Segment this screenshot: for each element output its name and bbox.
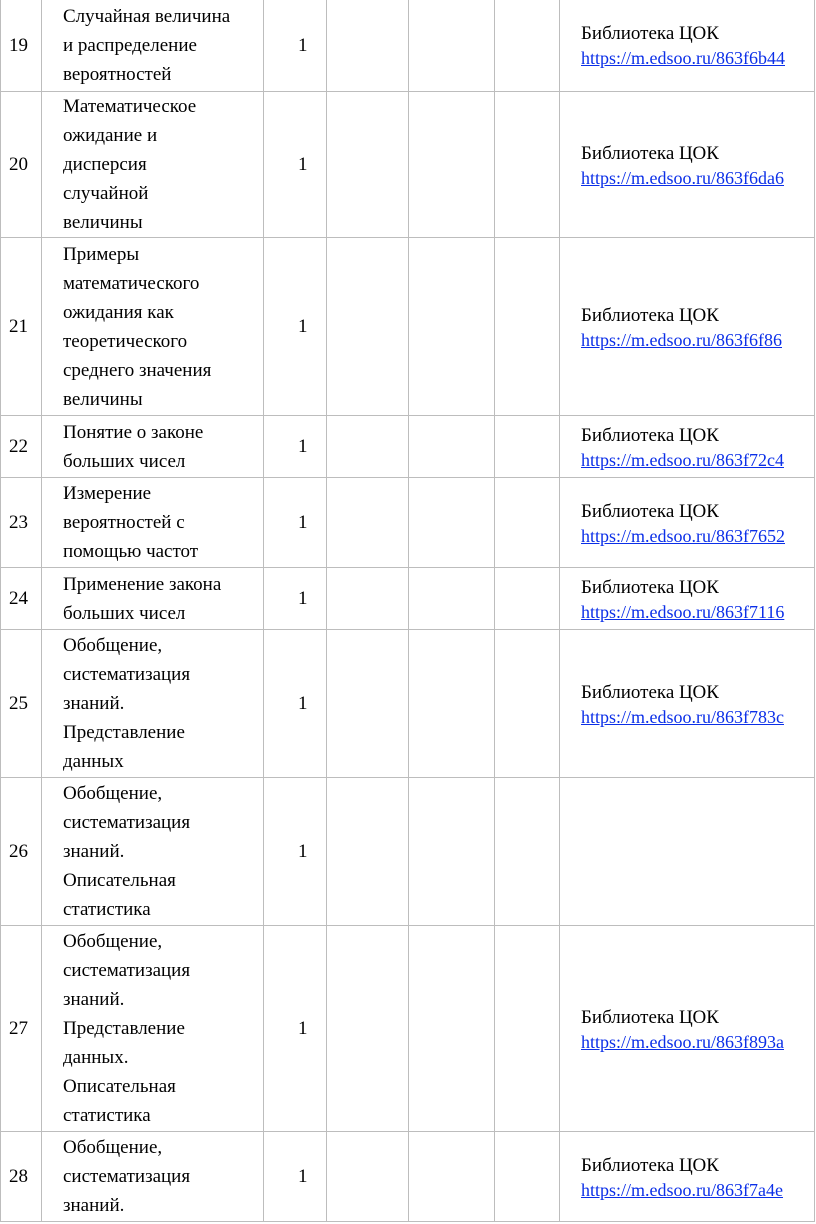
- table-row: [1, 92, 815, 238]
- digital-resource: [560, 1132, 815, 1222]
- table-row: [1, 478, 815, 568]
- lesson-topic-line: теоретического: [63, 330, 188, 352]
- lesson-hours: 1: [264, 778, 327, 926]
- empty-cell-date: [495, 1132, 560, 1222]
- lesson-topic-line: статистика: [63, 1105, 151, 1126]
- lesson-topic: [42, 926, 264, 1132]
- resource-title: Библиотека ЦОК: [581, 1006, 719, 1028]
- lesson-topic-line: и распределение: [63, 34, 197, 56]
- empty-cell-date: [495, 238, 560, 416]
- lesson-topic: [42, 92, 264, 238]
- lesson-topic-line: дисперсия: [63, 154, 147, 175]
- resource-title: Библиотека ЦОК: [581, 304, 719, 326]
- lesson-topic-line: больших чисел: [63, 450, 186, 472]
- resource-link[interactable]: https://m.edsoo.ru/863f7a4e: [581, 1179, 783, 1200]
- lesson-number: 22: [1, 416, 42, 478]
- lesson-topic-line: систематизация: [63, 812, 191, 833]
- digital-resource: [560, 0, 815, 92]
- empty-cell-control-work: [327, 416, 409, 478]
- resource-title: Библиотека ЦОК: [581, 142, 719, 164]
- lesson-number: 26: [1, 778, 42, 926]
- lesson-topic-line: помощью частот: [63, 541, 199, 562]
- lesson-topic-line: Примеры: [63, 243, 140, 265]
- empty-cell-practical-work: [409, 478, 495, 568]
- digital-resource: [560, 778, 815, 926]
- lesson-topic: [42, 0, 264, 92]
- lesson-topic: [42, 1132, 264, 1222]
- empty-cell-date: [495, 416, 560, 478]
- empty-cell-practical-work: [409, 416, 495, 478]
- resource-title: Библиотека ЦОК: [581, 576, 719, 598]
- resource-link[interactable]: https://m.edsoo.ru/863f783c: [581, 706, 784, 727]
- empty-cell-date: [495, 568, 560, 630]
- digital-resource: [560, 478, 815, 568]
- lesson-topic-line: Представление: [63, 1018, 185, 1039]
- empty-cell-practical-work: [409, 568, 495, 630]
- table-row: [1, 416, 815, 478]
- lesson-topic-line: систематизация: [63, 664, 191, 685]
- resource-title: Библиотека ЦОК: [581, 500, 719, 522]
- lesson-topic-line: вероятностей с: [63, 512, 185, 533]
- lesson-topic-line: математического: [63, 272, 200, 294]
- lesson-topic: [42, 416, 264, 478]
- lesson-topic: [42, 778, 264, 926]
- lesson-hours: 1: [264, 630, 327, 778]
- lesson-topic-line: Применение закона: [63, 573, 222, 595]
- lesson-topic-line: Представление: [63, 722, 185, 743]
- empty-cell-control-work: [327, 478, 409, 568]
- lesson-topic-line: Случайная величина: [63, 5, 231, 27]
- lesson-topic-line: Обобщение,: [63, 1137, 163, 1158]
- resource-link[interactable]: https://m.edsoo.ru/863f72c4: [581, 449, 784, 470]
- lesson-topic-line: вероятностей: [63, 63, 172, 85]
- lesson-hours: 1: [264, 926, 327, 1132]
- lesson-number: 25: [1, 630, 42, 778]
- lesson-topic-line: знаний.: [63, 989, 125, 1010]
- lesson-hours: 1: [264, 92, 327, 238]
- table-row: [1, 0, 815, 92]
- table-row: [1, 778, 815, 926]
- lesson-topic-line: Описательная: [63, 870, 176, 891]
- lesson-number: 28: [1, 1132, 42, 1222]
- resource-title: Библиотека ЦОК: [581, 1154, 719, 1176]
- lesson-topic-line: Обобщение,: [63, 931, 163, 952]
- digital-resource: [560, 926, 815, 1132]
- lesson-topic-line: случайной: [63, 183, 149, 204]
- lesson-topic-line: величины: [63, 388, 143, 410]
- lesson-number: 19: [1, 0, 42, 92]
- empty-cell-date: [495, 630, 560, 778]
- empty-cell-practical-work: [409, 926, 495, 1132]
- lesson-topic-line: систематизация: [63, 1166, 191, 1187]
- lesson-topic-line: знаний.: [63, 1195, 125, 1216]
- lesson-topic-line: данных.: [63, 1047, 129, 1068]
- lesson-number: 21: [1, 238, 42, 416]
- lesson-hours: 1: [264, 1132, 327, 1222]
- digital-resource: [560, 416, 815, 478]
- empty-cell-practical-work: [409, 1132, 495, 1222]
- lesson-topic-line: Математическое: [63, 96, 197, 117]
- lesson-hours: 1: [264, 238, 327, 416]
- lesson-topic-line: Измерение: [63, 483, 152, 504]
- empty-cell-date: [495, 92, 560, 238]
- table-row: [1, 1132, 815, 1222]
- lesson-topic-line: Обобщение,: [63, 635, 163, 656]
- resource-title: Библиотека ЦОК: [581, 23, 719, 44]
- empty-cell-practical-work: [409, 92, 495, 238]
- resource-link[interactable]: https://m.edsoo.ru/863f6da6: [581, 167, 784, 188]
- table-row: [1, 238, 815, 416]
- resource-title: Библиотека ЦОК: [581, 424, 719, 446]
- lesson-topic: [42, 568, 264, 630]
- lesson-topic-line: данных: [63, 751, 124, 772]
- lesson-topic-line: ожидание и: [63, 125, 158, 146]
- lesson-topic-line: статистика: [63, 899, 151, 920]
- digital-resource: [560, 568, 815, 630]
- empty-cell-practical-work: [409, 0, 495, 92]
- lesson-topic-line: Понятие о законе: [63, 421, 204, 443]
- lesson-topic-line: величины: [63, 212, 143, 233]
- lesson-topic-line: больших чисел: [63, 602, 186, 624]
- lesson-number: 23: [1, 478, 42, 568]
- lesson-number: 20: [1, 92, 42, 238]
- empty-cell-practical-work: [409, 630, 495, 778]
- empty-cell-control-work: [327, 238, 409, 416]
- empty-cell-control-work: [327, 0, 409, 92]
- empty-cell-control-work: [327, 92, 409, 238]
- lesson-hours: 1: [264, 568, 327, 630]
- lesson-number: 27: [1, 926, 42, 1132]
- lesson-hours: 1: [264, 0, 327, 92]
- resource-link[interactable]: https://m.edsoo.ru/863f7652: [581, 525, 785, 546]
- empty-cell-practical-work: [409, 778, 495, 926]
- lesson-topic-line: Обобщение,: [63, 783, 163, 804]
- empty-cell-date: [495, 926, 560, 1132]
- resource-link[interactable]: https://m.edsoo.ru/863f7116: [581, 601, 785, 622]
- digital-resource: [560, 92, 815, 238]
- empty-cell-date: [495, 478, 560, 568]
- lesson-topic-line: систематизация: [63, 960, 191, 981]
- table-body: [1, 0, 815, 1222]
- resource-title: Библиотека ЦОК: [581, 681, 719, 703]
- lesson-topic-line: ожидания как: [63, 301, 174, 323]
- lesson-hours: 1: [264, 416, 327, 478]
- empty-cell-control-work: [327, 926, 409, 1132]
- table-row: [1, 630, 815, 778]
- empty-cell-date: [495, 0, 560, 92]
- lesson-number: 24: [1, 568, 42, 630]
- resource-link[interactable]: https://m.edsoo.ru/863f6f86: [581, 329, 782, 350]
- digital-resource: [560, 238, 815, 416]
- lesson-hours: 1: [264, 478, 327, 568]
- table-row: [1, 926, 815, 1132]
- empty-cell-control-work: [327, 1132, 409, 1222]
- lesson-topic-line: Описательная: [63, 1076, 176, 1097]
- resource-link[interactable]: https://m.edsoo.ru/863f6b44: [581, 48, 785, 68]
- lesson-topic: [42, 630, 264, 778]
- lesson-topic: [42, 238, 264, 416]
- empty-cell-date: [495, 778, 560, 926]
- digital-resource: [560, 630, 815, 778]
- empty-cell-control-work: [327, 778, 409, 926]
- empty-cell-practical-work: [409, 238, 495, 416]
- empty-cell-control-work: [327, 568, 409, 630]
- table-row: [1, 568, 815, 630]
- resource-link[interactable]: https://m.edsoo.ru/863f893a: [581, 1031, 784, 1052]
- lesson-topic-line: знаний.: [63, 693, 125, 714]
- empty-cell-control-work: [327, 630, 409, 778]
- lesson-topic: [42, 478, 264, 568]
- lesson-topic-line: знаний.: [63, 841, 125, 862]
- lesson-topic-line: среднего значения: [63, 359, 212, 381]
